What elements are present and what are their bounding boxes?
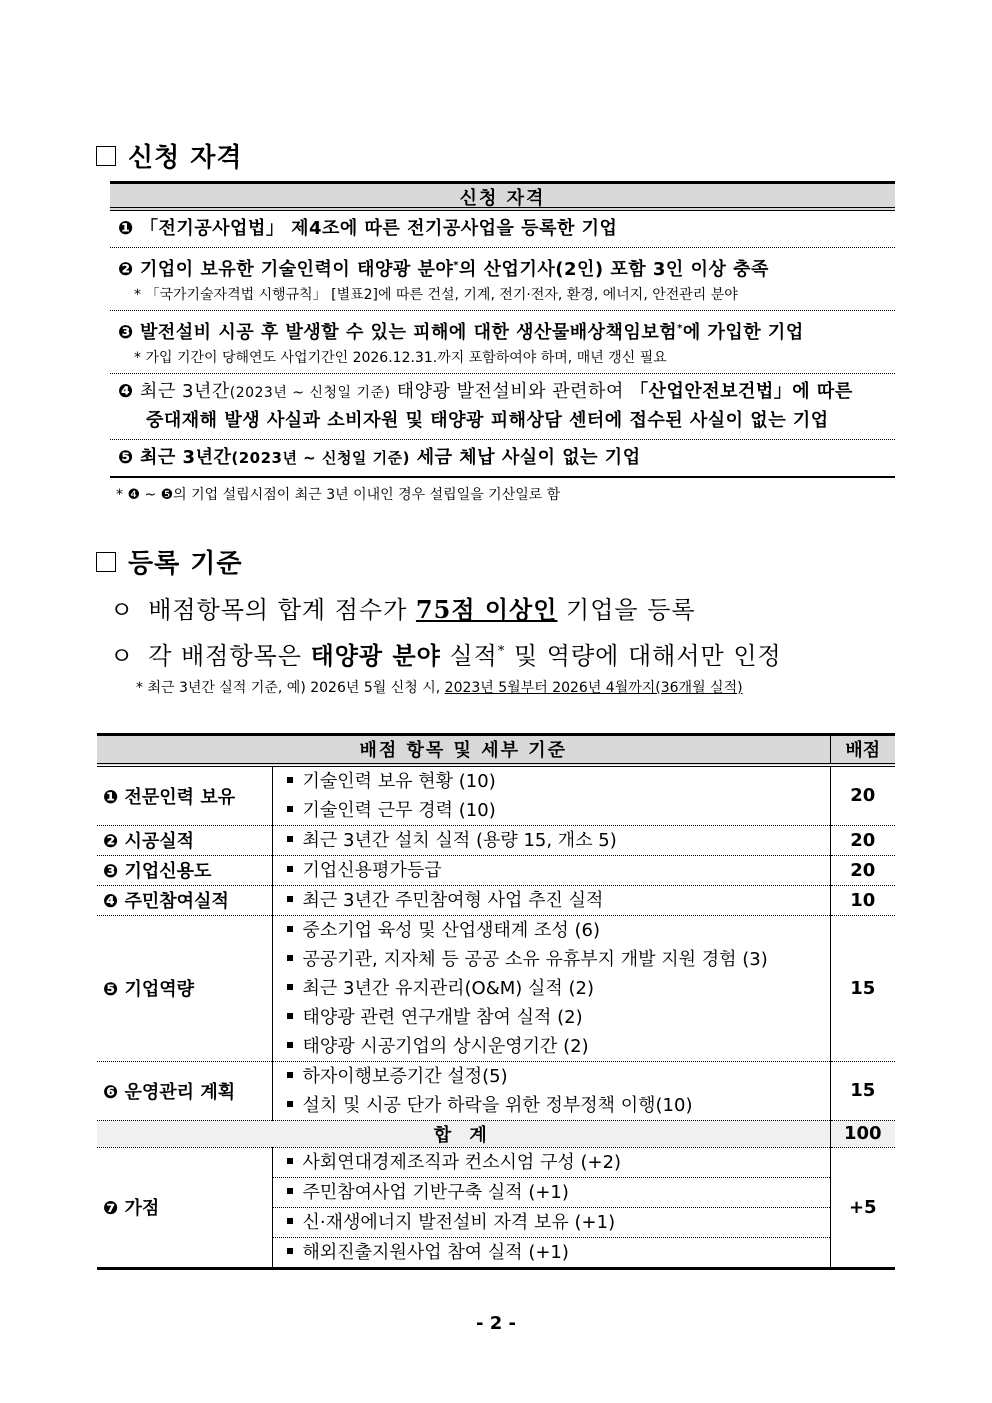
total-points: 100 — [830, 1120, 895, 1147]
qualification-table — [110, 181, 895, 478]
circled-number-5-icon: ❺ — [118, 447, 134, 468]
table-row: ❶ 전문인력 보유 기술인력 보유 현황 (10) 기술인력 근무 경력 (10) 20 — [97, 765, 895, 826]
bullet-square-icon — [287, 1158, 293, 1164]
table-row: ❷ 시공실적 최근 3년간 설치 실적 (용량 15, 개소 5) 20 — [97, 825, 895, 855]
checkbox-square-icon — [96, 552, 116, 572]
bullet-square-icon — [287, 1013, 293, 1019]
qualification-row-4: ❹ 최근 3년간(2023년 ~ 신청일 기준) 태양광 발전설비와 관련하여 「산업안전보건법」에 따른 중대재해 발생 사실과 소비자원 및 태양광 피해상담 센터에 접수된 사실이 없는 기업 — [110, 374, 895, 440]
qualification-row-5: ❺ 최근 3년간(2023년 ~ 신청일 기준) 세금 체납 사실이 없는 기업 — [110, 440, 895, 478]
qualification-row-2: ❷ 기업이 보유한 기술인력이 태양광 분야*의 산업기사(2인) 포함 3인 이상 충족 * 「국가기술자격법 시행규칙」 [별표2]에 따른 건설, 기계, 전기·전자, 환경, 에너지, 안전관리 분야 — [110, 248, 895, 311]
table-row: ❹ 주민참여실적 최근 3년간 주민참여형 사업 추진 실적 10 — [97, 885, 895, 915]
bullet-square-icon — [287, 866, 293, 872]
section-title-registration: 등록 기준 — [96, 543, 243, 580]
bullet-square-icon — [287, 1072, 293, 1078]
registration-bullet-1: ㅇ 배점항목의 합계 점수가 75점 이상인 기업을 등록 — [110, 595, 696, 624]
bullet-square-icon — [287, 1218, 293, 1224]
bullet-square-icon — [287, 896, 293, 902]
criteria-header: 배점 항목 및 세부 기준 — [97, 735, 830, 765]
checkbox-square-icon — [96, 146, 116, 166]
bullet-square-icon — [287, 1042, 293, 1048]
points-header: 배점 — [830, 735, 895, 765]
bullet-square-icon — [287, 1248, 293, 1254]
total-label: 합 계 — [97, 1120, 830, 1147]
circled-number-4-icon: ❹ — [118, 381, 134, 402]
bullet-square-icon — [287, 926, 293, 932]
qualification-table-header: 신청 자격 — [110, 181, 895, 211]
bullet-square-icon — [287, 984, 293, 990]
table-row: ❸ 기업신용도 기업신용평가등급 20 — [97, 855, 895, 885]
scoring-table-header — [97, 735, 895, 765]
circled-number-1-icon: ❶ — [118, 218, 134, 239]
bullet-square-icon — [287, 777, 293, 783]
scoring-table — [97, 733, 895, 1270]
page-number: - 2 - — [476, 1313, 516, 1334]
bullet-square-icon — [287, 955, 293, 961]
section-title-qualification: 신청 자격 — [96, 137, 243, 174]
bullet-square-icon — [287, 806, 293, 812]
bonus-row: ❼ 가점 사회연대경제조직과 컨소시엄 구성 (+2) 주민참여사업 기반구축 실적 (+1) 신·재생에너지 발전설비 자격 보유 (+1) 해외진출지원사업 참여 실적 (+1) +5 — [97, 1147, 895, 1268]
bullet-square-icon — [287, 1101, 293, 1107]
qualification-row-1: ❶ 「전기공사업법」 제4조에 따른 전기공사업을 등록한 기업 — [110, 211, 895, 248]
table-row: ❺ 기업역량 중소기업 육성 및 산업생태계 조성 (6) 공공기관, 지자체 등 공공 소유 유휴부지 개발 지원 경험 (3) 최근 3년간 유지관리(O&M) 실적 (2) 태양광 관련 연구개발 참여 실적 (2) 태양광 시공기업의 상시운영기간 (2) 15 — [97, 915, 895, 1061]
qualification-row-3: ❸ 발전설비 시공 후 발생할 수 있는 피해에 대한 생산물배상책임보험*에 가입한 기업 * 가입 기간이 당해연도 사업기간인 2026.12.31.까지 포함하여야 하며, 매년 갱신 필요 — [110, 311, 895, 374]
registration-bullet-2: ㅇ 각 배점항목은 태양광 분야 실적* 및 역량에 대해서만 인정 — [110, 641, 782, 670]
total-row — [97, 1120, 895, 1147]
qualification-note-2: * 「국가기술자격법 시행규칙」 [별표2]에 따른 건설, 기계, 전기·전자, 환경, 에너지, 안전관리 분야 — [134, 287, 738, 303]
circled-number-3-icon: ❸ — [118, 322, 134, 343]
table-row: ❻ 운영관리 계획 하자이행보증기간 설정(5) 설치 및 시공 단가 하락을 위한 정부정책 이행(10) 15 — [97, 1061, 895, 1120]
bullet-square-icon — [287, 836, 293, 842]
registration-footnote: * 최근 3년간 실적 기준, 예) 2026년 5월 신청 시, 2023년 5월부터 2026년 4월까지(36개월 실적) — [136, 680, 743, 696]
bullet-square-icon — [287, 1188, 293, 1194]
qualification-note-3: * 가입 기간이 당해연도 사업기간인 2026.12.31.까지 포함하여야 하며, 매년 갱신 필요 — [134, 350, 667, 366]
circled-number-2-icon: ❷ — [118, 259, 134, 280]
qualification-footnote: * ❹ ~ ❺의 기업 설립시점이 최근 3년 이내인 경우 설립일을 기산일로 함 — [116, 487, 561, 503]
